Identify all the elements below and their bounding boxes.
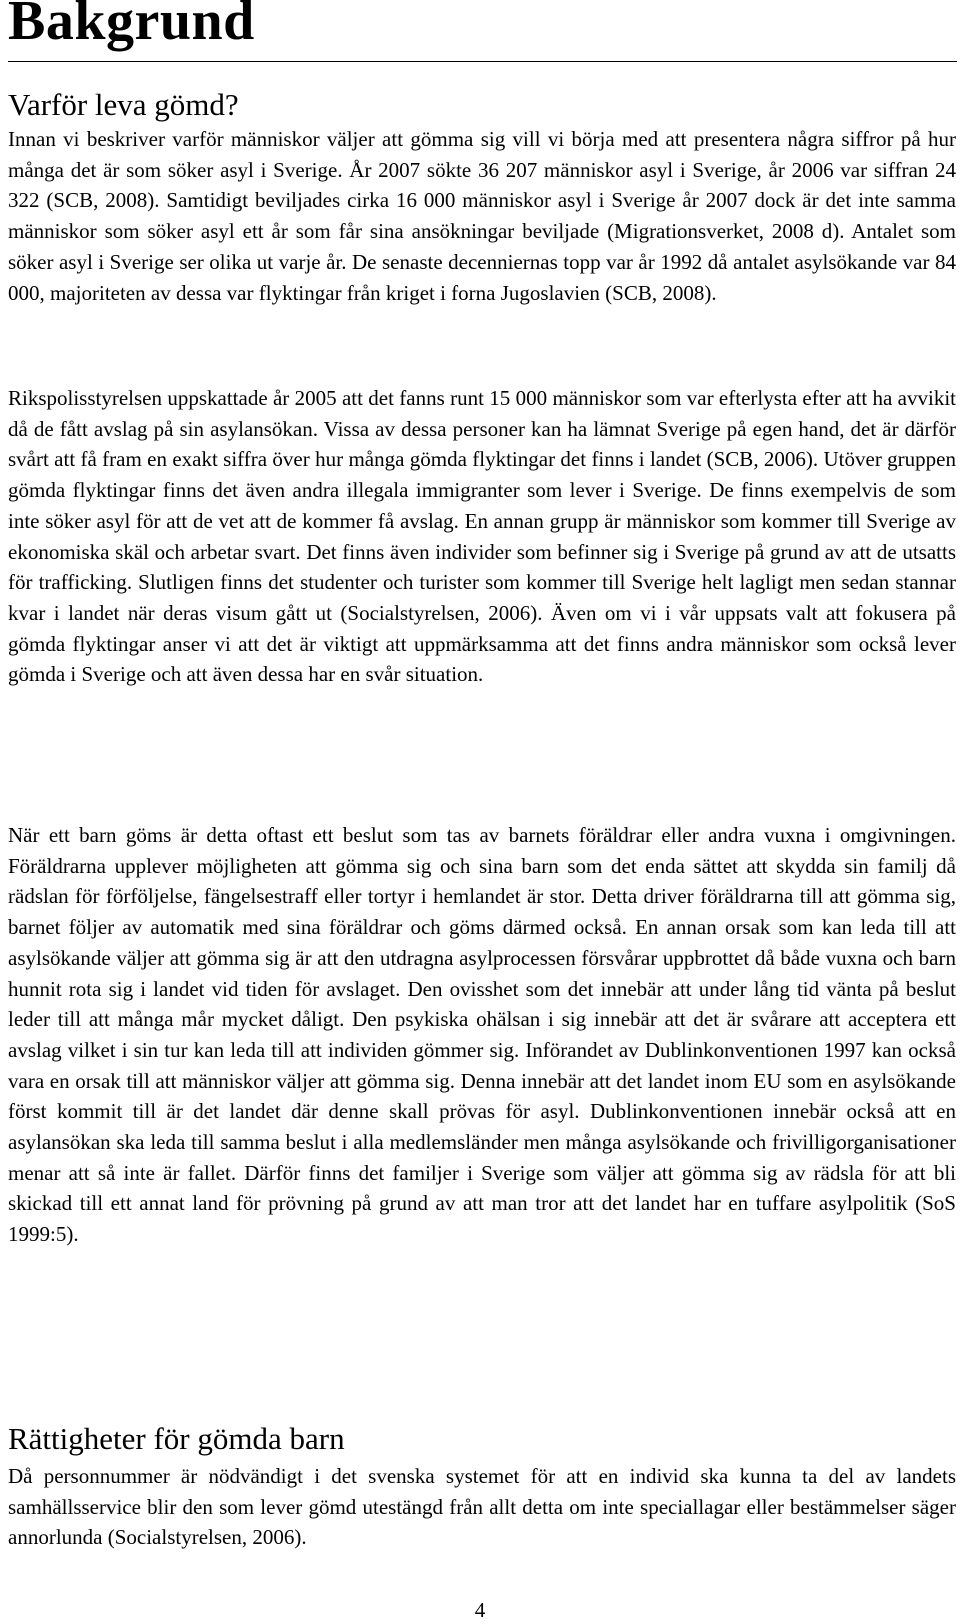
title-underline-divider <box>8 61 957 62</box>
paragraph-asylum-statistics: Innan vi beskriver varför människor väljer att gömma sig vill vi börja med att presentera några siffror på hur många det är som söker asyl i Sverige. År 2007 sökte 36 207 människor asyl i Sverige, år 2006 var siffran 24 322 (SCB, 2008). Samtidigt beviljades cirka 16 000 människor asyl i Sverige år 2007 dock är det inte samma människor som söker asyl ett år som får sina ansökningar beviljade (Migrationsverket, 2008 d). Antalet som söker asyl i Sverige ser olika ut varje år. De senaste decenniernas topp var år 1992 då antalet asylsökande var 84 000, majoriteten av dessa var flyktingar från kriget i forna Jugoslavien (SCB, 2008). <box>8 127 956 305</box>
paragraph-why-children-hidden: När ett barn göms är detta oftast ett beslut som tas av barnets föräldrar eller andra vuxna i omgivningen. Föräldrarna upplever möjligheten att gömma sig och sina barn som det enda sättet att skydda sin familj då rädslan för förföljelse, fängelsestraff eller tortyr i hemlandet är stor. Detta driver föräldrarna till att gömma sig, barnet följer av automatik med sina föräldrar och göms därmed också. En annan orsak som kan leda till att asylsökande väljer att gömma sig är att den utdragna asylprocessen försvårar uppbrottet då både vuxna och barn hunnit rota sig i landet vid tiden för avslaget. Den ovisshet som det innebär att under lång tid vänta på beslut leder till att många mår mycket dåligt. Den psykiska ohälsan i sig innebär att det är svårare att acceptera ett avslag vilket i sin tur kan leda till att individen gömmer sig. Införandet av Dublinkonventionen 1997 kan också vara en orsak till att människor väljer att gömma sig. Denna innebär att det landet inom EU som en asylsökande först kommit till är det landet där denne skall prövas för asyl. Dublinkonventionen innebär också att en asylansökan ska leda till samma beslut i alla medlemsländer men många asylsökande och frivilligorganisationer menar att så inte är fallet. Därför finns det familjer i Sverige som väljer att gömma sig av rädsla för att bli skickad till ett annat land för prövning på grund av att man tror att det landet har en tuffare asylpolitik (SoS 1999:5). <box>8 823 956 1247</box>
section-heading-varfor-leva-gomd: Varför leva gömd? <box>8 87 239 122</box>
chapter-title: Bakgrund <box>8 0 255 52</box>
paragraph-rights-personal-number: Då personnummer är nödvändigt i det svenska systemet för att en individ ska kunna ta del av landets samhällsservice blir den som lever gömd utestängd från allt detta om inte speciallagar eller bestämmelser säger annorlunda (Socialstyrelsen, 2006). <box>8 1464 956 1550</box>
page-number: 4 <box>474 1598 486 1622</box>
section-heading-rattigheter: Rättigheter för gömda barn <box>8 1421 345 1456</box>
paragraph-hidden-estimates: Rikspolisstyrelsen uppskattade år 2005 att det fanns runt 15 000 människor som var efterlysta efter att ha avvikit då de fått avslag på sin asylansökan. Vissa av dessa personer kan ha lämnat Sverige på egen hand, det är därför svårt att få fram en exakt siffra över hur många gömda flyktingar det finns i landet (SCB, 2006). Utöver gruppen gömda flyktingar finns det även andra illegala immigranter som lever i Sverige. De finns exempelvis de som inte söker asyl för att de vet att de kommer få avslag. En annan grupp är människor som kommer till Sverige av ekonomiska skäl och arbetar svart. Det finns även individer som befinner sig i Sverige på grund av att de utsatts för trafficking. Slutligen finns det studenter och turister som kommer till Sverige helt lagligt men sedan stannar kvar i landet när deras visum gått ut (Socialstyrelsen, 2006). Även om vi i vår uppsats valt att fokusera på gömda flyktingar anser vi att det är viktigt att uppmärksamma att det finns andra människor som också lever gömda i Sverige och att även dessa har en svår situation. <box>8 386 956 687</box>
